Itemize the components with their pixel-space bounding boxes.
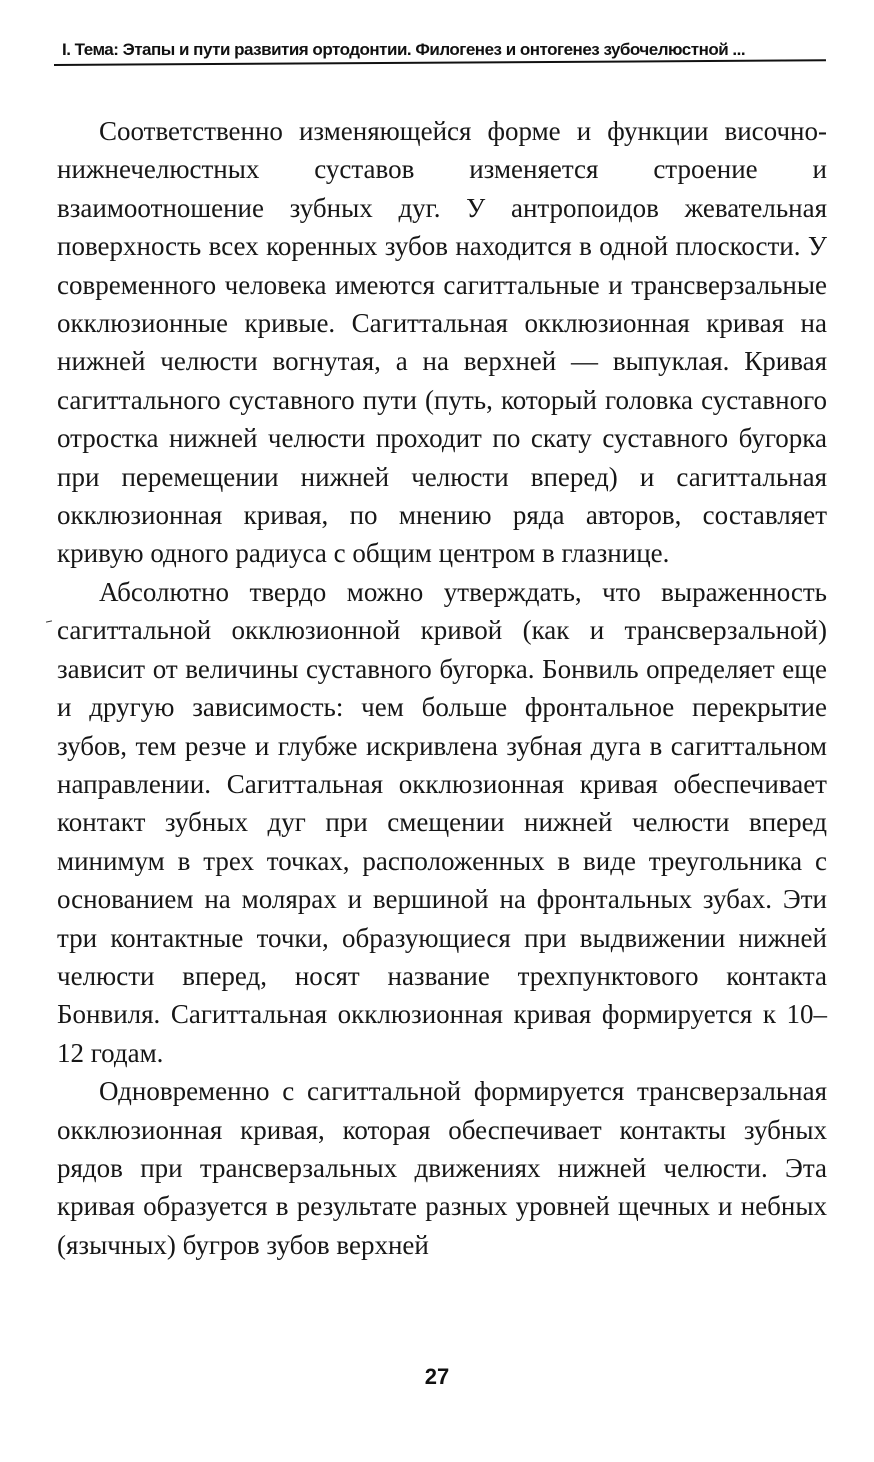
paragraph-2: Абсолютно твердо можно утверждать, что выраженность сагиттальной окклюзионной кривой (как и трансверзальной) зависит от величины суставного бугорка. Бонвиль определяет еще и другую зависимость: чем больше фронтальное перекрытие зубов, тем резче и глубже искривлена зубная дуга в сагиттальном направлении. Сагиттальная окклюзионная кривая обеспечивает контакт зубных дуг при смещении нижней челюсти вперед минимум в трех точках, расположенных в виде треугольника с основанием на молярах и вершиной на фронтальных зубах. Эти три контактные точки, образующиеся при выдвижении нижней челюсти вперед, носят название трехпунктового контакта Бонвиля. Сагиттальная окклюзионная кривая формируется к 10–12 годам. bbox=[57, 576, 827, 1068]
running-header: I. Тема: Этапы и пути развития ортодонтии. Филогенез и онтогенез зубочелюстной ... bbox=[62, 40, 746, 59]
paragraph-1: Соответственно изменяющейся форме и функции височно-нижнечелюстных суставов изменяется строение и взаимоотношение зубных дуг. У антропоидов жевательная поверхность всех коренных зубов находится в одной плоскости. У современного человека имеются сагиттальные и трансверзальные окклюзионные кривые. Сагиттальная окклюзионная кривая на нижней челюсти вогнутая, а на верхней — выпуклая. Кривая сагиттального суставного пути (путь, который головка суставного отростка нижней челюсти проходит по скату суставного бугорка при перемещении нижней челюсти вперед) и сагиттальная окклюзионная кривая, по мнению ряда авторов, составляет кривую одного радиуса с общим центром в глазнице. bbox=[57, 116, 827, 569]
stray-mark bbox=[46, 620, 52, 622]
body-text bbox=[57, 112, 827, 1264]
paragraph-3: Одновременно с сагиттальной формируется трансверзальная окклюзионная кривая, которая обеспечивает контакты зубных рядов при трансверзальных движениях нижней челюсти. Эта кривая образуется в результате разных уровней щечных и небных (язычных) бугров зубов верхней bbox=[57, 1076, 827, 1260]
header-rule bbox=[54, 59, 826, 66]
page-number: 27 bbox=[424, 1364, 450, 1389]
